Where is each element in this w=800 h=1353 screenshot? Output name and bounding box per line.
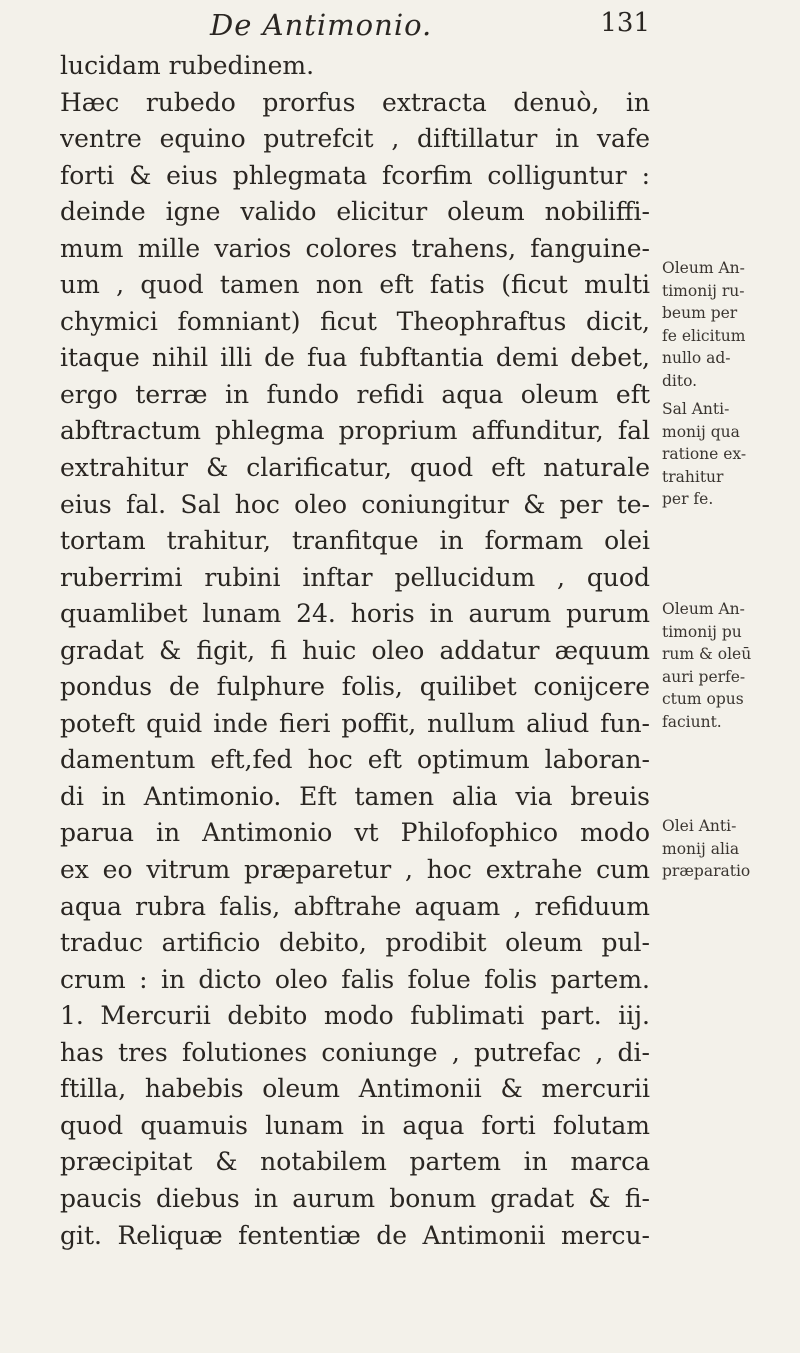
- text-line: has tres folutiones coniunge , putrefac , di-: [60, 1037, 650, 1067]
- margin-note-line: monij qua: [662, 422, 740, 441]
- margin-note-line: monij alia: [662, 839, 740, 858]
- margin-note-alia-praeparatio: [662, 815, 790, 883]
- margin-note-oleum-purum: [662, 598, 790, 733]
- text-line: abftractum phlegma proprium affunditur, fal: [60, 416, 650, 446]
- text-line: crum : in dicto oleo falis folue folis partem.: [60, 964, 650, 994]
- text-line: ex eo vitrum præparetur , hoc extrahe cum: [60, 855, 650, 885]
- margin-note-line: Oleum An-: [662, 259, 745, 277]
- margin-note-line: Olei Anti-: [662, 817, 737, 835]
- margin-note-line: faciunt.: [662, 712, 722, 731]
- text-line: ergo terræ in fundo refidi aqua oleum eft: [60, 379, 650, 409]
- margin-note-line: nullo ad-: [662, 349, 731, 367]
- margin-note-line: timonij ru-: [662, 281, 745, 300]
- text-line: aqua rubra falis, abftrahe aquam , refiduum: [60, 891, 650, 921]
- main-text-block: [60, 48, 650, 1254]
- margin-note-oleum-rubeum: [662, 257, 790, 392]
- margin-note-line: ratione ex-: [662, 445, 747, 463]
- text-line: paucis diebus in aurum bonum gradat & fi-: [60, 1183, 650, 1213]
- margin-note-line: timonij pu: [662, 622, 742, 641]
- text-line: itaque nihil illi de fua fubftantia demi debet,: [60, 343, 650, 373]
- text-line: mum mille varios colores trahens, fanguine-: [60, 233, 650, 263]
- text-line: Hæc rubedo prorfus extracta denuò, in: [60, 87, 650, 117]
- page-number: 131: [600, 8, 650, 38]
- margin-note-line: rum & oleū: [662, 645, 752, 663]
- margin-note-sal-antimonij: [662, 398, 790, 511]
- text-line: pondus de fulphure folis, quilibet conijcere: [60, 672, 650, 702]
- margin-note-line: trahitur: [662, 467, 724, 486]
- text-line: ftilla, habebis oleum Antimonii & mercurii: [60, 1074, 650, 1104]
- margin-note-line: Oleum An-: [662, 600, 745, 618]
- margin-note-line: Sal Anti-: [662, 400, 730, 418]
- text-line: ruberrimi rubini inftar pellucidum , quod: [60, 562, 650, 592]
- text-line: gradat & figit, fi huic oleo addatur æquum: [60, 635, 650, 665]
- running-title: De Antimonio.: [210, 8, 433, 42]
- text-line: eius fal. Sal hoc oleo coniungitur & per te-: [60, 489, 650, 519]
- page-header: [60, 8, 650, 52]
- text-line: um , quod tamen non eft fatis (ficut multi: [60, 270, 650, 300]
- text-line: extrahitur & clarificatur, quod eft naturale: [60, 453, 650, 483]
- margin-note-line: præparatio: [662, 862, 751, 880]
- margin-note-line: per fe.: [662, 490, 714, 508]
- text-line: damentum eft,fed hoc eft optimum laboran-: [60, 745, 650, 775]
- text-line: parua in Antimonio vt Philofophico modo: [60, 818, 650, 848]
- text-line: poteft quid inde fieri poffit, nullum aliud fun-: [60, 708, 650, 738]
- text-line: forti & eius phlegmata fcorfim colliguntur :: [60, 160, 650, 190]
- text-line: chymici fomniant) ficut Theophraftus dicit,: [60, 306, 650, 336]
- margin-note-line: dito.: [662, 371, 698, 390]
- text-line: traduc artificio debito, prodibit oleum pul-: [60, 928, 650, 958]
- text-line: deinde igne valido elicitur oleum nobiliffi-: [60, 197, 650, 227]
- text-line: quamlibet lunam 24. horis in aurum purum: [60, 599, 650, 629]
- margin-note-line: auri perfe-: [662, 667, 746, 686]
- text-line: di in Antimonio. Eft tamen alia via breuis: [60, 781, 650, 811]
- text-line: git. Reliquæ fententiæ de Antimonii mercu-: [60, 1220, 650, 1250]
- text-line: ventre equino putrefcit , diftillatur in vafe: [60, 124, 650, 154]
- text-line: præcipitat & notabilem partem in marca: [60, 1147, 650, 1177]
- text-line: 1. Mercurii debito modo fublimati part. iij.: [60, 1001, 650, 1031]
- text-line: tortam trahitur, tranfitque in formam olei: [60, 526, 650, 556]
- margin-note-line: beum per: [662, 304, 738, 322]
- text-line: quod quamuis lunam in aqua forti folutam: [60, 1110, 650, 1140]
- margin-note-line: fe elicitum: [662, 326, 746, 345]
- margin-note-line: ctum opus: [662, 690, 744, 708]
- text-line: lucidam rubedinem.: [60, 51, 315, 80]
